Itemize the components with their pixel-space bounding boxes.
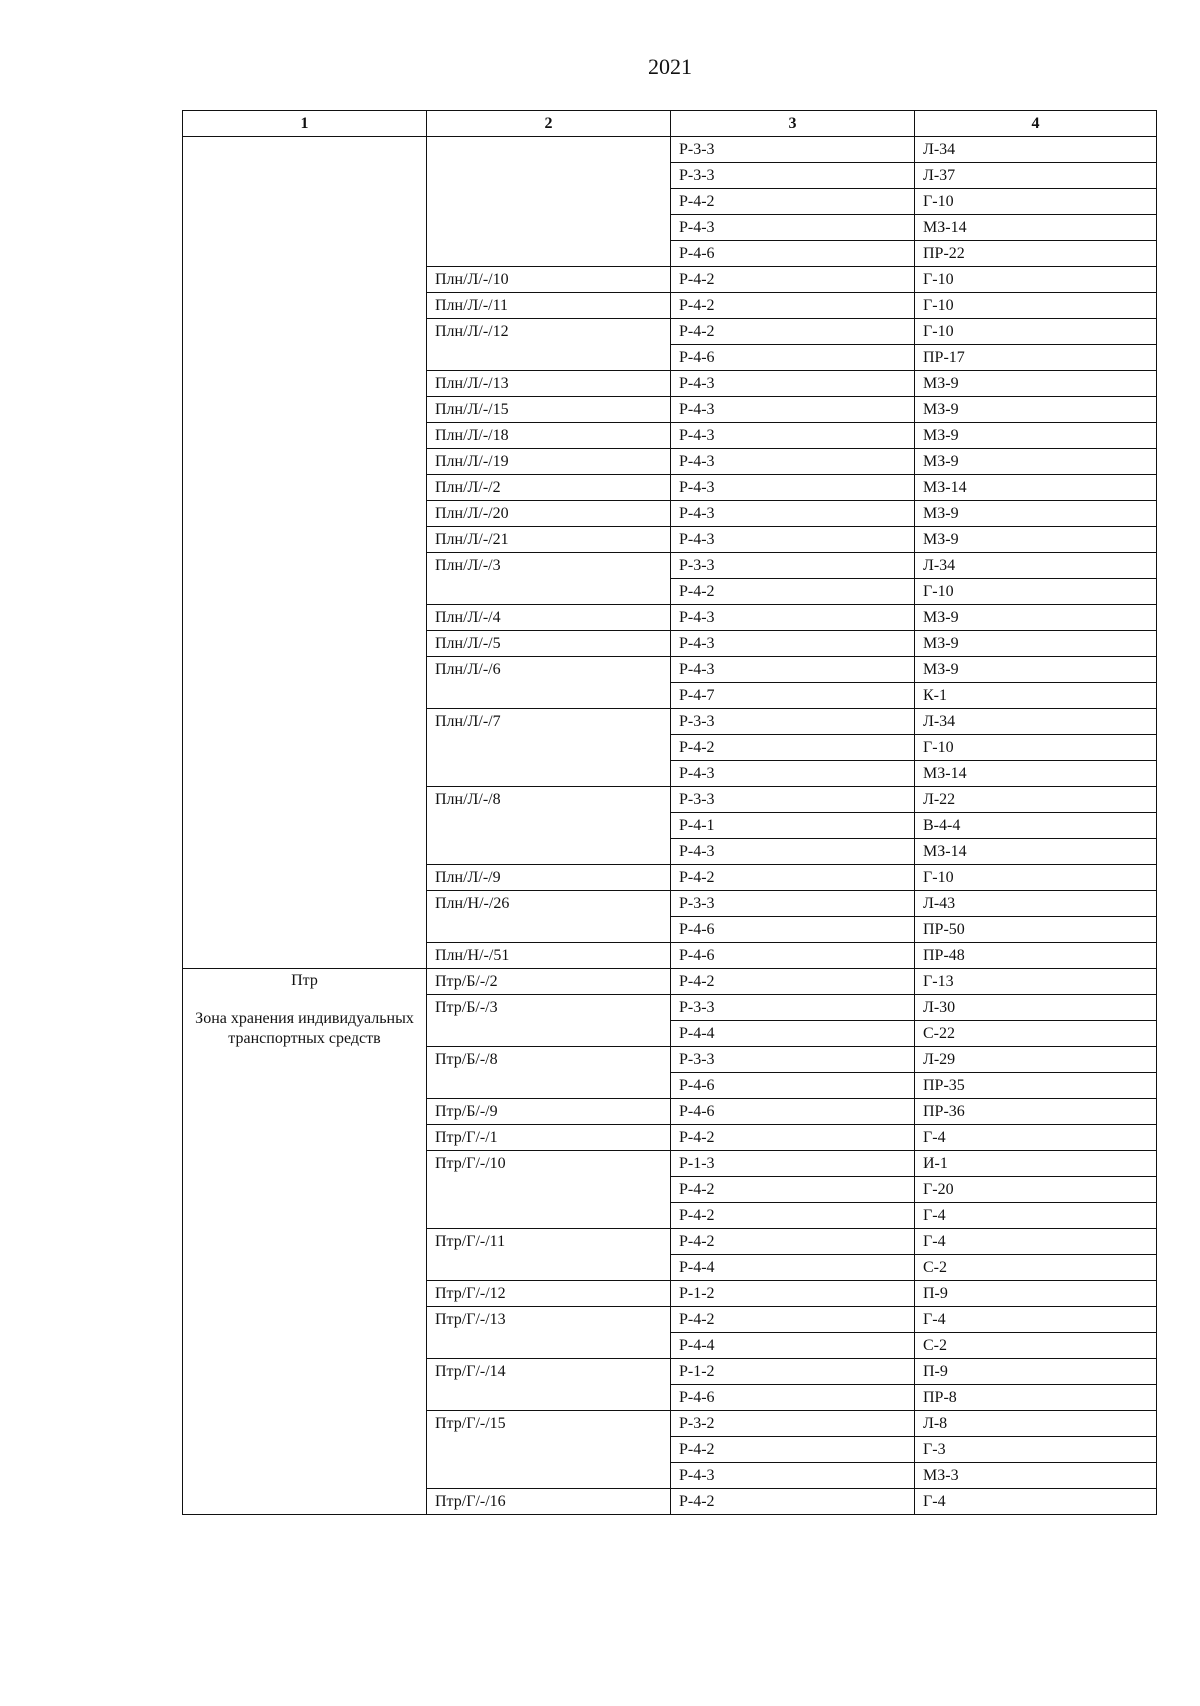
regulation-code-cell: Р-4-4 (671, 1255, 915, 1281)
index-code-cell: Г-10 (915, 865, 1157, 891)
regulation-code-cell: Р-4-3 (671, 761, 915, 787)
territory-code-cell: Птр/Б/-/2 (427, 969, 671, 995)
index-code-cell: Г-20 (915, 1177, 1157, 1203)
regulation-code-cell: Р-4-3 (671, 839, 915, 865)
territory-code-cell: Плн/Л/-/4 (427, 605, 671, 631)
territory-code-cell: Птр/Г/-/13 (427, 1307, 671, 1359)
index-code-cell: Л-30 (915, 995, 1157, 1021)
territory-code-cell: Плн/Л/-/19 (427, 449, 671, 475)
index-code-cell: МЗ-9 (915, 501, 1157, 527)
regulation-code-cell: Р-4-3 (671, 423, 915, 449)
table-header-row (183, 111, 1157, 137)
regulation-code-cell: Р-4-6 (671, 943, 915, 969)
territory-code-cell: Плн/Л/-/18 (427, 423, 671, 449)
regulation-code-cell: Р-4-3 (671, 605, 915, 631)
column-header: 3 (671, 111, 915, 137)
index-code-cell: Г-10 (915, 319, 1157, 345)
index-code-cell: С-22 (915, 1021, 1157, 1047)
index-code-cell: МЗ-9 (915, 449, 1157, 475)
regulation-code-cell: Р-3-2 (671, 1411, 915, 1437)
index-code-cell: МЗ-9 (915, 527, 1157, 553)
regulation-code-cell: Р-4-2 (671, 969, 915, 995)
territory-code-cell: Плн/Л/-/3 (427, 553, 671, 605)
index-code-cell: МЗ-9 (915, 397, 1157, 423)
regulation-code-cell: Р-4-6 (671, 917, 915, 943)
territory-code-cell: Птр/Г/-/1 (427, 1125, 671, 1151)
territory-code-cell: Птр/Г/-/15 (427, 1411, 671, 1489)
regulation-code-cell: Р-4-2 (671, 189, 915, 215)
index-code-cell: Л-37 (915, 163, 1157, 189)
index-code-cell: Л-34 (915, 553, 1157, 579)
territory-code-cell: Птр/Г/-/16 (427, 1489, 671, 1515)
index-code-cell: Г-4 (915, 1307, 1157, 1333)
index-code-cell: ПР-36 (915, 1099, 1157, 1125)
regulation-code-cell: Р-4-2 (671, 293, 915, 319)
regulation-code-cell: Р-3-3 (671, 1047, 915, 1073)
regulation-code-cell: Р-1-2 (671, 1359, 915, 1385)
index-code-cell: МЗ-9 (915, 657, 1157, 683)
index-code-cell: Г-10 (915, 189, 1157, 215)
territory-code-cell: Птр/Г/-/11 (427, 1229, 671, 1281)
index-code-cell: Г-13 (915, 969, 1157, 995)
territory-code-cell: Плн/Л/-/8 (427, 787, 671, 865)
regulation-code-cell: Р-4-3 (671, 397, 915, 423)
index-code-cell: МЗ-14 (915, 475, 1157, 501)
territory-code-cell: Плн/Л/-/11 (427, 293, 671, 319)
regulation-code-cell: Р-3-3 (671, 163, 915, 189)
index-code-cell: Г-10 (915, 579, 1157, 605)
index-code-cell: Г-4 (915, 1489, 1157, 1515)
territory-code-cell: Птр/Г/-/10 (427, 1151, 671, 1229)
regulation-code-cell: Р-3-3 (671, 995, 915, 1021)
territory-code-cell: Птр/Б/-/3 (427, 995, 671, 1047)
index-code-cell: МЗ-9 (915, 423, 1157, 449)
regulation-code-cell: Р-4-2 (671, 1229, 915, 1255)
index-code-cell: МЗ-14 (915, 839, 1157, 865)
regulation-code-cell: Р-4-2 (671, 865, 915, 891)
regulation-code-cell: Р-4-4 (671, 1021, 915, 1047)
table-body (183, 137, 1157, 1515)
index-code-cell: И-1 (915, 1151, 1157, 1177)
regulation-code-cell: Р-4-7 (671, 683, 915, 709)
index-code-cell: Л-43 (915, 891, 1157, 917)
territory-code-cell: Плн/Л/-/9 (427, 865, 671, 891)
table-row (183, 137, 1157, 163)
column-header: 4 (915, 111, 1157, 137)
regulation-code-cell: Р-4-2 (671, 1489, 915, 1515)
territory-code-cell: Плн/Л/-/15 (427, 397, 671, 423)
regulation-code-cell: Р-4-3 (671, 371, 915, 397)
index-code-cell: Г-4 (915, 1203, 1157, 1229)
regulation-code-cell: Р-4-6 (671, 1385, 915, 1411)
regulation-code-cell: Р-4-6 (671, 1073, 915, 1099)
index-code-cell: К-1 (915, 683, 1157, 709)
regulation-code-cell: Р-4-3 (671, 215, 915, 241)
zone-cell (183, 137, 427, 969)
territory-code-cell: Плн/Л/-/20 (427, 501, 671, 527)
index-code-cell: Л-34 (915, 709, 1157, 735)
index-code-cell: МЗ-9 (915, 605, 1157, 631)
zones-table (182, 110, 1157, 1515)
zone-cell (183, 969, 427, 1515)
regulation-code-cell: Р-4-6 (671, 345, 915, 371)
index-code-cell: МЗ-14 (915, 215, 1157, 241)
index-code-cell: П-9 (915, 1281, 1157, 1307)
table-row (183, 969, 1157, 995)
regulation-code-cell: Р-3-3 (671, 137, 915, 163)
regulation-code-cell: Р-3-3 (671, 709, 915, 735)
territory-code-cell: Плн/Л/-/5 (427, 631, 671, 657)
index-code-cell: МЗ-3 (915, 1463, 1157, 1489)
regulation-code-cell: Р-1-3 (671, 1151, 915, 1177)
regulation-code-cell: Р-4-2 (671, 1177, 915, 1203)
regulation-code-cell: Р-4-3 (671, 1463, 915, 1489)
regulation-code-cell: Р-4-1 (671, 813, 915, 839)
index-code-cell: Л-8 (915, 1411, 1157, 1437)
territory-code-cell: Плн/Л/-/12 (427, 319, 671, 371)
territory-code-cell: Птр/Г/-/14 (427, 1359, 671, 1411)
regulation-code-cell: Р-4-6 (671, 241, 915, 267)
zone-name: Зона хранения индивидуальных транспортных средств (195, 1010, 414, 1047)
index-code-cell: Г-10 (915, 293, 1157, 319)
regulation-code-cell: Р-3-3 (671, 891, 915, 917)
index-code-cell: Л-34 (915, 137, 1157, 163)
regulation-code-cell: Р-1-2 (671, 1281, 915, 1307)
territory-code-cell: Плн/Н/-/26 (427, 891, 671, 943)
territory-code-cell: Плн/Л/-/2 (427, 475, 671, 501)
index-code-cell: Г-4 (915, 1125, 1157, 1151)
regulation-code-cell: Р-4-3 (671, 449, 915, 475)
regulation-code-cell: Р-4-3 (671, 527, 915, 553)
territory-code-cell (427, 137, 671, 267)
page-number: 2021 (648, 54, 692, 79)
territory-code-cell: Плн/Л/-/21 (427, 527, 671, 553)
index-code-cell: МЗ-9 (915, 371, 1157, 397)
regulation-code-cell: Р-4-2 (671, 1203, 915, 1229)
index-code-cell: С-2 (915, 1333, 1157, 1359)
regulation-code-cell: Р-4-2 (671, 319, 915, 345)
index-code-cell: ПР-17 (915, 345, 1157, 371)
index-code-cell: ПР-48 (915, 943, 1157, 969)
regulation-code-cell: Р-4-2 (671, 735, 915, 761)
index-code-cell: ПР-50 (915, 917, 1157, 943)
territory-code-cell: Птр/Б/-/8 (427, 1047, 671, 1099)
regulation-code-cell: Р-4-4 (671, 1333, 915, 1359)
regulation-code-cell: Р-4-2 (671, 1307, 915, 1333)
regulation-code-cell: Р-4-3 (671, 501, 915, 527)
index-code-cell: В-4-4 (915, 813, 1157, 839)
index-code-cell: ПР-35 (915, 1073, 1157, 1099)
index-code-cell: Л-22 (915, 787, 1157, 813)
index-code-cell: С-2 (915, 1255, 1157, 1281)
regulation-code-cell: Р-4-3 (671, 657, 915, 683)
territory-code-cell: Плн/Л/-/10 (427, 267, 671, 293)
index-code-cell: Г-10 (915, 267, 1157, 293)
column-header: 2 (427, 111, 671, 137)
index-code-cell: П-9 (915, 1359, 1157, 1385)
territory-code-cell: Плн/Л/-/7 (427, 709, 671, 787)
index-code-cell: МЗ-9 (915, 631, 1157, 657)
index-code-cell: Л-29 (915, 1047, 1157, 1073)
territory-code-cell: Птр/Г/-/12 (427, 1281, 671, 1307)
index-code-cell: ПР-8 (915, 1385, 1157, 1411)
regulation-code-cell: Р-4-2 (671, 579, 915, 605)
column-header: 1 (183, 111, 427, 137)
regulation-code-cell: Р-4-2 (671, 1125, 915, 1151)
index-code-cell: МЗ-14 (915, 761, 1157, 787)
regulation-code-cell: Р-4-2 (671, 267, 915, 293)
regulation-code-cell: Р-4-3 (671, 631, 915, 657)
zone-code: Птр (291, 972, 318, 989)
territory-code-cell: Плн/Л/-/13 (427, 371, 671, 397)
regulation-code-cell: Р-3-3 (671, 553, 915, 579)
regulation-code-cell: Р-4-3 (671, 475, 915, 501)
index-code-cell: Г-4 (915, 1229, 1157, 1255)
territory-code-cell: Птр/Б/-/9 (427, 1099, 671, 1125)
territory-code-cell: Плн/Н/-/51 (427, 943, 671, 969)
territory-code-cell: Плн/Л/-/6 (427, 657, 671, 709)
index-code-cell: Г-3 (915, 1437, 1157, 1463)
regulation-code-cell: Р-3-3 (671, 787, 915, 813)
regulation-code-cell: Р-4-6 (671, 1099, 915, 1125)
regulation-code-cell: Р-4-2 (671, 1437, 915, 1463)
index-code-cell: ПР-22 (915, 241, 1157, 267)
index-code-cell: Г-10 (915, 735, 1157, 761)
